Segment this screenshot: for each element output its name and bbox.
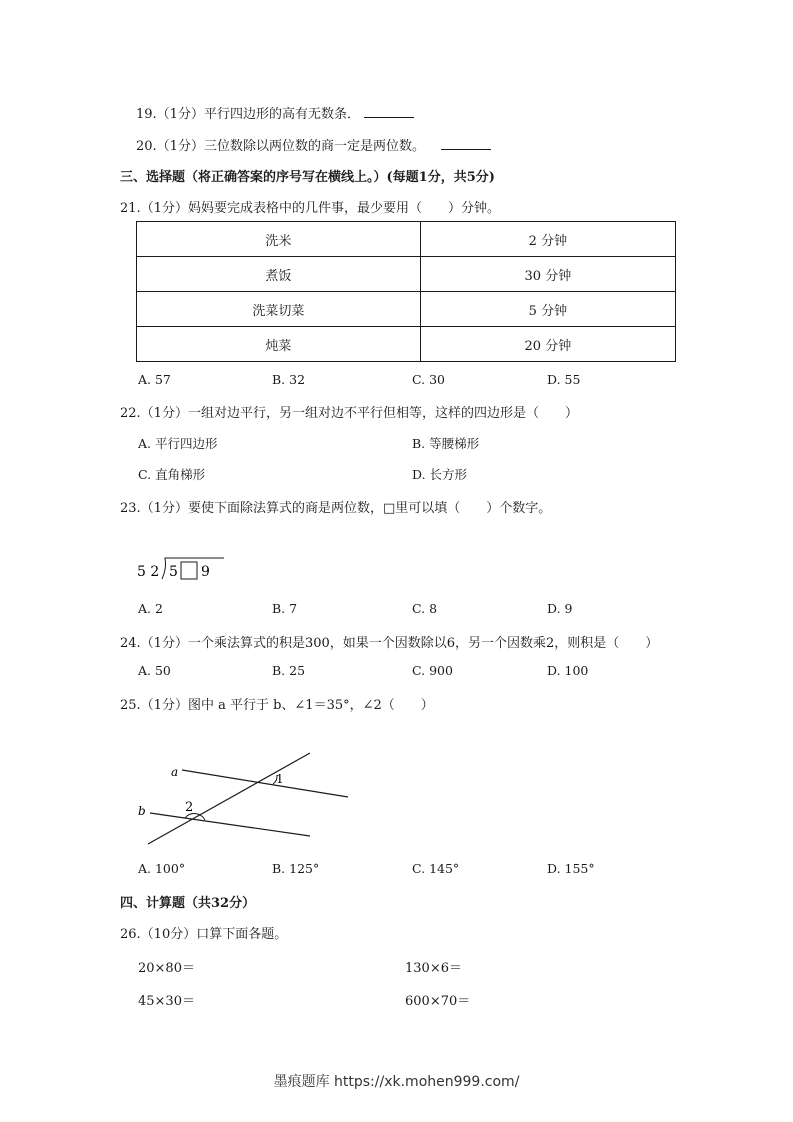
line-a xyxy=(182,770,348,797)
q23-option-b[interactable]: B. 7 xyxy=(272,601,298,616)
table-cell-time: 30 分钟 xyxy=(420,257,675,292)
section-4-heading: 四、计算题（共32分） xyxy=(120,896,256,911)
label-b: b xyxy=(138,804,146,818)
q22-option-c[interactable]: C. 直角梯形 xyxy=(138,467,206,482)
q23-option-a[interactable]: A. 2 xyxy=(138,601,163,616)
angle-2-label: 2 xyxy=(185,800,194,815)
table-row xyxy=(137,222,676,257)
calc-item: 600×70＝ xyxy=(405,994,471,1009)
q24-option-c[interactable]: C. 900 xyxy=(412,663,453,678)
calc-item: 20×80＝ xyxy=(138,961,195,976)
calc-item: 130×6＝ xyxy=(405,961,462,976)
q22-option-d[interactable]: D. 长方形 xyxy=(412,467,468,482)
question-19-text: 19.（1分）平行四边形的高有无数条． xyxy=(136,107,360,122)
question-22-text: 22.（1分）一组对边平行，另一组对边不平行但相等，这样的四边形是（ ） xyxy=(120,406,578,421)
dividend-left-digit: 5 xyxy=(169,564,178,580)
q24-option-b[interactable]: B. 25 xyxy=(272,663,306,678)
question-19 xyxy=(136,103,414,122)
answer-blank-19[interactable] xyxy=(364,117,414,118)
table-cell-task: 煮饭 xyxy=(137,257,421,292)
table-cell-time: 2 分钟 xyxy=(420,222,675,257)
q22-option-a[interactable]: A. 平行四边形 xyxy=(138,436,218,451)
question-26-text: 26.（10分）口算下面各题。 xyxy=(120,927,288,942)
calc-item: 45×30＝ xyxy=(138,994,195,1009)
q23-option-c[interactable]: C. 8 xyxy=(412,601,438,616)
table-cell-time: 20 分钟 xyxy=(420,327,675,362)
table-cell-time: 5 分钟 xyxy=(420,292,675,327)
divisor-text: 5 2 xyxy=(137,564,160,580)
table-row xyxy=(137,257,676,292)
table-cell-task: 洗菜切菜 xyxy=(137,292,421,327)
angle-1-label: 1 xyxy=(276,772,284,786)
blank-box[interactable] xyxy=(181,562,197,579)
task-time-table xyxy=(136,221,676,362)
q23-option-d[interactable]: D. 9 xyxy=(547,601,573,616)
q24-option-a[interactable]: A. 50 xyxy=(138,663,171,678)
q21-option-a[interactable]: A. 57 xyxy=(138,372,171,387)
q25-option-d[interactable]: D. 155° xyxy=(547,861,595,876)
q22-option-b[interactable]: B. 等腰梯形 xyxy=(412,436,480,451)
q21-option-d[interactable]: D. 55 xyxy=(547,372,581,387)
q25-option-b[interactable]: B. 125° xyxy=(272,861,320,876)
question-23-text: 23.（1分）要使下面除法算式的商是两位数，□里可以填（ ）个数字。 xyxy=(120,501,552,516)
q25-option-c[interactable]: C. 145° xyxy=(412,861,460,876)
question-20 xyxy=(136,135,491,154)
q24-option-d[interactable]: D. 100 xyxy=(547,663,589,678)
dividend-right-digit: 9 xyxy=(201,564,210,580)
question-21-text: 21.（1分）妈妈要完成表格中的几件事，最少要用（ ）分钟。 xyxy=(120,201,500,216)
q21-option-c[interactable]: C. 30 xyxy=(412,372,445,387)
line-b xyxy=(150,813,310,836)
table-cell-task: 炖菜 xyxy=(137,327,421,362)
question-20-text: 20.（1分）三位数除以两位数的商一定是两位数。 xyxy=(136,139,425,154)
long-division-figure xyxy=(134,552,234,588)
table-row xyxy=(137,327,676,362)
table-row xyxy=(137,292,676,327)
label-a: a xyxy=(171,765,179,779)
answer-blank-20[interactable] xyxy=(441,149,491,150)
table-cell-task: 洗米 xyxy=(137,222,421,257)
question-25-text: 25.（1分）图中 a 平行于 b、∠1＝35°，∠2（ ） xyxy=(120,698,434,713)
footer-watermark: 墨痕题库 https://xk.mohen999.com/ xyxy=(273,1074,520,1090)
parallel-lines-figure xyxy=(130,745,360,850)
question-24-text: 24.（1分）一个乘法算式的积是300，如果一个因数除以6，另一个因数乘2，则积是（ ） xyxy=(120,636,659,651)
q21-option-b[interactable]: B. 32 xyxy=(272,372,306,387)
q25-option-a[interactable]: A. 100° xyxy=(138,861,186,876)
section-3-heading: 三、选择题（将正确答案的序号写在横线上。）(每题1分，共5分) xyxy=(120,170,495,185)
